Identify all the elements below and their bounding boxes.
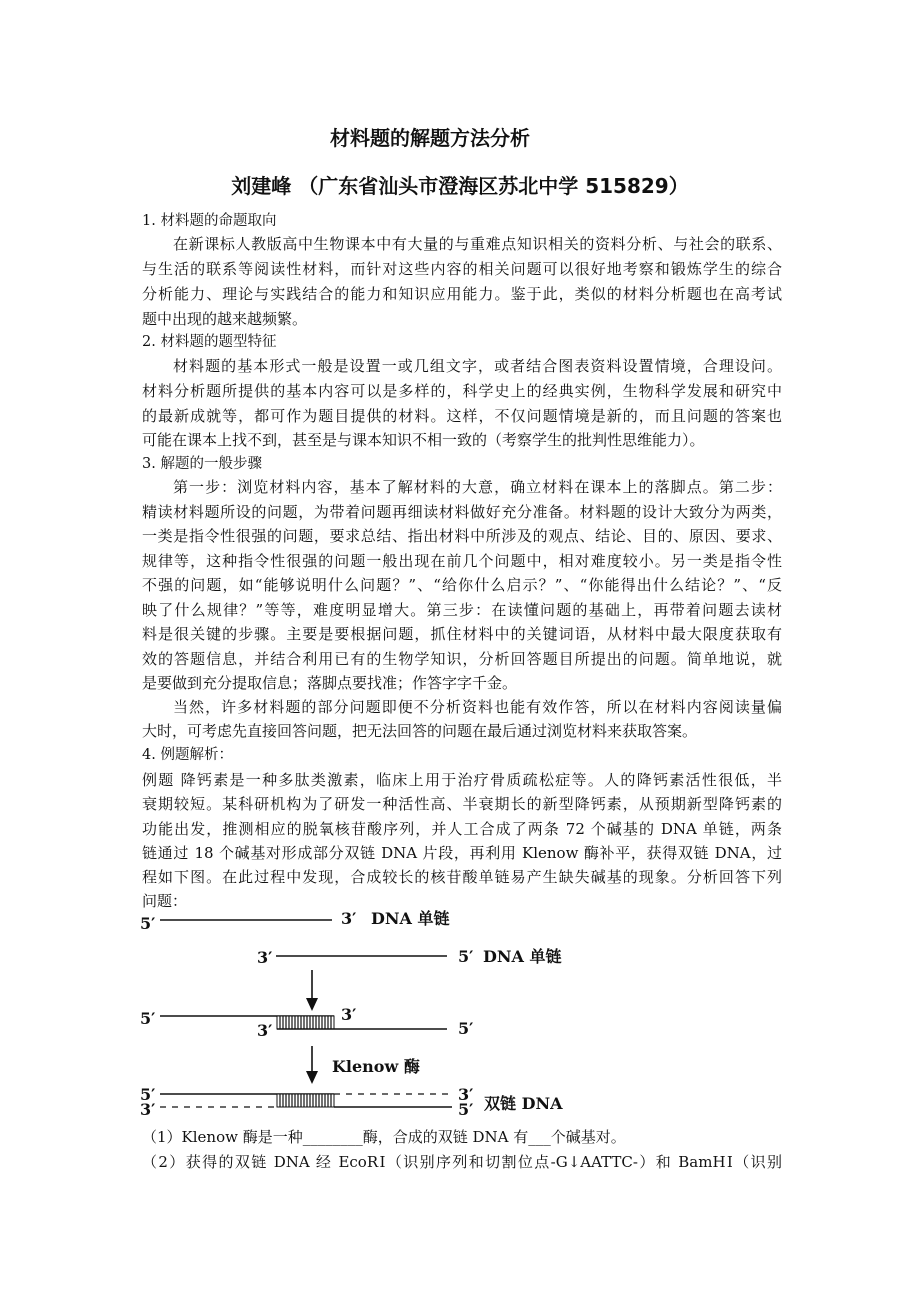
section-heading: 1. 材料题的命题取向	[142, 213, 277, 229]
paragraph-line: 衰期较短。某科研机构为了研发一种活性高、半衰期长的新型降钙素，从预期新型降钙素的	[142, 795, 782, 813]
paragraph-line: 一类是指令性很强的问题，要求总结、指出材料中所涉及的观点、结论、目的、原因、要求、	[142, 527, 782, 545]
paragraph-line: 材料题的基本形式一般是设置一或几组文字，或者结合图表资料设置情境，合理设问。	[173, 357, 782, 375]
document-title: 材料题的解题方法分析	[330, 126, 530, 150]
label-5prime: 5′	[458, 1100, 474, 1119]
label-3prime: 3′	[341, 909, 357, 928]
paragraph-line: 的最新成就等，都可作为题目提供的材料。这样，不仅问题情境是新的，而且问题的答案也	[142, 407, 782, 425]
label-5prime: 5′	[458, 1019, 474, 1038]
section-heading: 2. 材料题的题型特征	[142, 334, 277, 350]
single-strand-label: DNA 单链	[371, 909, 450, 928]
paragraph-line: 链通过 18 个碱基对形成部分双链 DNA 片段，再利用 Klenow 酶补平，获得双链 DNA，过	[142, 844, 782, 862]
label-3prime: 3′	[341, 1005, 357, 1024]
single-strand-label: DNA 单链	[483, 947, 562, 966]
paragraph-line: 分析能力、理论与实践结合的能力和知识应用能力。鉴于此，类似的材料分析题也在高考试	[142, 285, 782, 303]
double-strand-label: 双链 DNA	[484, 1094, 563, 1113]
question-line: （2）获得的双链 DNA 经 EcoRⅠ（识别序列和切割位点-G↓AATTC-）和 BamHⅠ（识别	[142, 1153, 782, 1171]
label-3prime: 3′	[257, 948, 273, 967]
section-heading: 3. 解题的一般步骤	[142, 456, 262, 472]
paragraph-line: 可能在课本上找不到，甚至是与课本知识不相一致的（考察学生的批判性思维能力）。	[142, 431, 705, 449]
paragraph-line: 料是很关键的步骤。主要是要根据问题，抓住材料中的关键词语，从材料中最大限度获取有	[142, 625, 782, 643]
paragraph-line: 例题 降钙素是一种多肽类激素，临床上用于治疗骨质疏松症等。人的降钙素活性很低，半	[142, 771, 782, 789]
question-line: （1）Klenow 酶是一种________酶，合成的双链 DNA 有___个碱基对。	[142, 1128, 626, 1146]
process-arrow-head	[306, 1071, 318, 1084]
paragraph-line: 大时，可考虑先直接回答问题，把无法回答的问题在最后通过浏览材料来获取答案。	[142, 722, 698, 740]
paragraph-line: 在新课标人教版高中生物课本中有大量的与重难点知识相关的资料分析、与社会的联系、	[173, 235, 782, 253]
paragraph-line: 题中出现的越来越频繁。	[142, 310, 308, 328]
paragraph-line: 规律等，这种指令性很强的问题一般出现在前几个问题中，相对难度较小。另一类是指令性	[142, 552, 782, 570]
label-5prime: 5′	[458, 947, 474, 966]
author-line: 刘建峰 （广东省汕头市澄海区苏北中学 515829）	[231, 174, 689, 198]
paragraph-line: 映了什么规律？”等等，难度明显增大。第三步：在读懂问题的基础上，再带着问题去读材	[142, 601, 782, 619]
section-heading: 4. 例题解析：	[142, 747, 233, 763]
paragraph-line: 材料分析题所提供的基本内容可以是多样的，科学史上的经典实例，生物科学发展和研究中	[142, 382, 782, 400]
paragraph-line: 是要做到充分提取信息；落脚点要找准；作答字字千金。	[142, 674, 518, 692]
paragraph-line: 功能出发，推测相应的脱氧核苷酸序列，并人工合成了两条 72 个碱基的 DNA 单链，两条	[142, 820, 782, 838]
paragraph-line: 问题：	[142, 892, 188, 910]
process-arrow-head	[306, 998, 318, 1011]
paragraph-line: 程如下图。在此过程中发现，合成较长的核苷酸单链易产生缺失碱基的现象。分析回答下列	[142, 868, 782, 886]
label-5prime: 5′	[140, 1009, 156, 1028]
paragraph-line: 当然，许多材料题的部分问题即便不分析资料也能有效作答，所以在材料内容阅读量偏	[173, 698, 782, 716]
label-5prime: 5′	[140, 914, 156, 933]
enzyme-label: Klenow 酶	[332, 1057, 420, 1076]
label-3prime: 3′	[140, 1100, 156, 1119]
paragraph-line: 不强的问题，如“能够说明什么问题？”、“给你什么启示？”、“你能得出什么结论？”、“反	[142, 576, 782, 594]
label-5prime: 5′	[140, 1085, 156, 1104]
label-3prime: 3′	[257, 1021, 273, 1040]
label-3prime: 3′	[458, 1085, 474, 1104]
paragraph-line: 精读材料题所设的问题，为带着问题再细读材料做好充分准备。材料题的设计大致分为两类，	[142, 503, 782, 521]
paragraph-line: 第一步：浏览材料内容，基本了解材料的大意，确立材料在课本上的落脚点。第二步：	[173, 478, 782, 496]
paragraph-line: 与生活的联系等阅读性材料，而针对这些内容的相关问题可以很好地考察和锻炼学生的综合	[142, 260, 782, 278]
paragraph-line: 效的答题信息，并结合利用已有的生物学知识，分析回答题目所提出的问题。简单地说，就	[142, 650, 782, 668]
